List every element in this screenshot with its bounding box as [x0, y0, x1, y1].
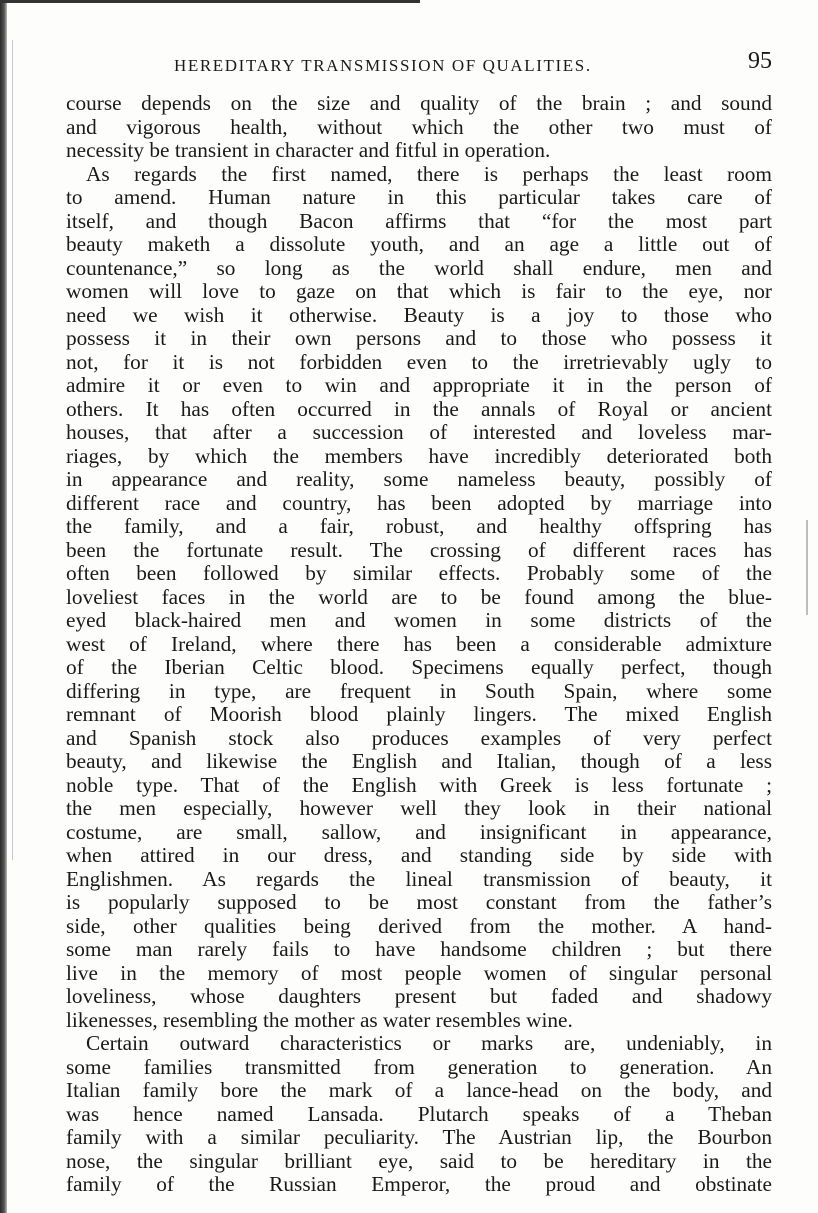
text-line: possess it in their own persons and to those who possess it [66, 326, 772, 350]
text-line: when attired in our dress, and standing side by side with [66, 843, 772, 867]
text-line: and Spanish stock also produces examples of very perfect [66, 725, 772, 750]
text-line: houses, that after a succession of interested and loveless mar- [66, 420, 772, 444]
text-line: some families transmitted from generation to generation. An [66, 1054, 772, 1079]
text-line: Italian family bore the mark of a lance-head on the body, and [66, 1078, 772, 1102]
text-line: course depends on the size and quality of the brain ; and sound [66, 91, 772, 115]
binding-edge [0, 0, 7, 1213]
text-line: noble type. That of the English with Greek is less fortunate ; [66, 772, 772, 797]
text-line: differing in type, are frequent in South Spain, where some [66, 678, 772, 703]
text-line: nose, the singular brilliant eye, said to be hereditary in the [66, 1148, 772, 1173]
text-line: others. It has often occurred in the annals of Royal or ancient [66, 396, 772, 421]
text-line: beauty, and likewise the English and Italian, though of a less [66, 749, 772, 773]
text-line: often been followed by similar effects. Probably some of the [66, 561, 772, 585]
text-line: likenesses, resembling the mother as water resembles wine. [66, 1007, 573, 1032]
text-line: west of Ireland, where there has been a considerable admixture [66, 631, 772, 656]
running-head: HEREDITARY TRANSMISSION OF QUALITIES. [174, 56, 592, 75]
text-line: the family, and a fair, robust, and healthy offspring has [66, 514, 772, 538]
text-line: As regards the first named, there is perhaps the least room [86, 161, 772, 186]
text-line: the men especially, however well they look in their national [66, 796, 772, 820]
paragraph [66, 163, 772, 1033]
text-line: some man rarely fails to have handsome children ; but there [66, 937, 772, 961]
paragraph [66, 92, 772, 163]
text-line: countenance,” so long as the world shall endure, men and [66, 255, 772, 280]
page-header [78, 50, 772, 80]
text-line: costume, are small, sallow, and insignificant in appearance, [66, 819, 772, 844]
text-line: loveliest faces in the world are to be found among the blue- [66, 584, 772, 609]
text-line: remnant of Moorish blood plainly lingers. The mixed English [66, 702, 772, 726]
text-line: beauty maketh a dissolute youth, and an age a little out of [66, 232, 772, 256]
page-number: 95 [748, 48, 772, 74]
text-line: Englishmen. As regards the lineal transmission of beauty, it [66, 866, 772, 891]
text-line: women will love to gaze on that which is fair to the eye, nor [66, 279, 772, 303]
margin-scan-mark [806, 520, 808, 615]
text-line: admire it or even to win and appropriate it in the person of [66, 373, 772, 397]
text-line: eyed black-haired men and women in some districts of the [66, 608, 772, 632]
text-line: not, for it is not forbidden even to the irretrievably ugly to [66, 349, 772, 374]
text-line: was hence named Lansada. Plutarch speaks of a Theban [66, 1101, 772, 1126]
binding-shadow-line [12, 40, 13, 860]
text-line: side, other qualities being derived from the mother. A hand- [66, 913, 772, 938]
text-line: family with a similar peculiarity. The Austrian lip, the Bourbon [66, 1125, 772, 1149]
text-line: been the fortunate result. The crossing of different races has [66, 537, 772, 562]
text-line: in appearance and reality, some nameless beauty, possibly of [66, 467, 772, 491]
body-text [66, 92, 772, 1197]
text-line: family of the Russian Emperor, the proud and obstinate [66, 1172, 772, 1196]
text-line: need we wish it otherwise. Beauty is a joy to those who [66, 302, 772, 327]
text-line: necessity be transient in character and fitful in operation. [66, 138, 551, 162]
text-line: is popularly supposed to be most constant from the father’s [66, 890, 772, 914]
text-line: of the Iberian Celtic blood. Specimens equally perfect, though [66, 655, 772, 679]
text-line: loveliness, whose daughters present but faded and shadowy [66, 984, 772, 1008]
text-line: riages, by which the members have incredibly deteriorated both [66, 443, 772, 468]
text-line: different race and country, has been adopted by marriage into [66, 490, 772, 515]
text-line: and vigorous health, without which the other two must of [66, 114, 772, 139]
paragraph [66, 1032, 772, 1197]
top-edge-rule [0, 0, 420, 3]
text-line: to amend. Human nature in this particular takes care of [66, 185, 772, 209]
text-line: Certain outward characteristics or marks are, undeniably, in [86, 1031, 772, 1055]
text-line: itself, and though Bacon affirms that “for the most part [66, 208, 772, 233]
text-line: live in the memory of most people women of singular personal [66, 960, 772, 985]
